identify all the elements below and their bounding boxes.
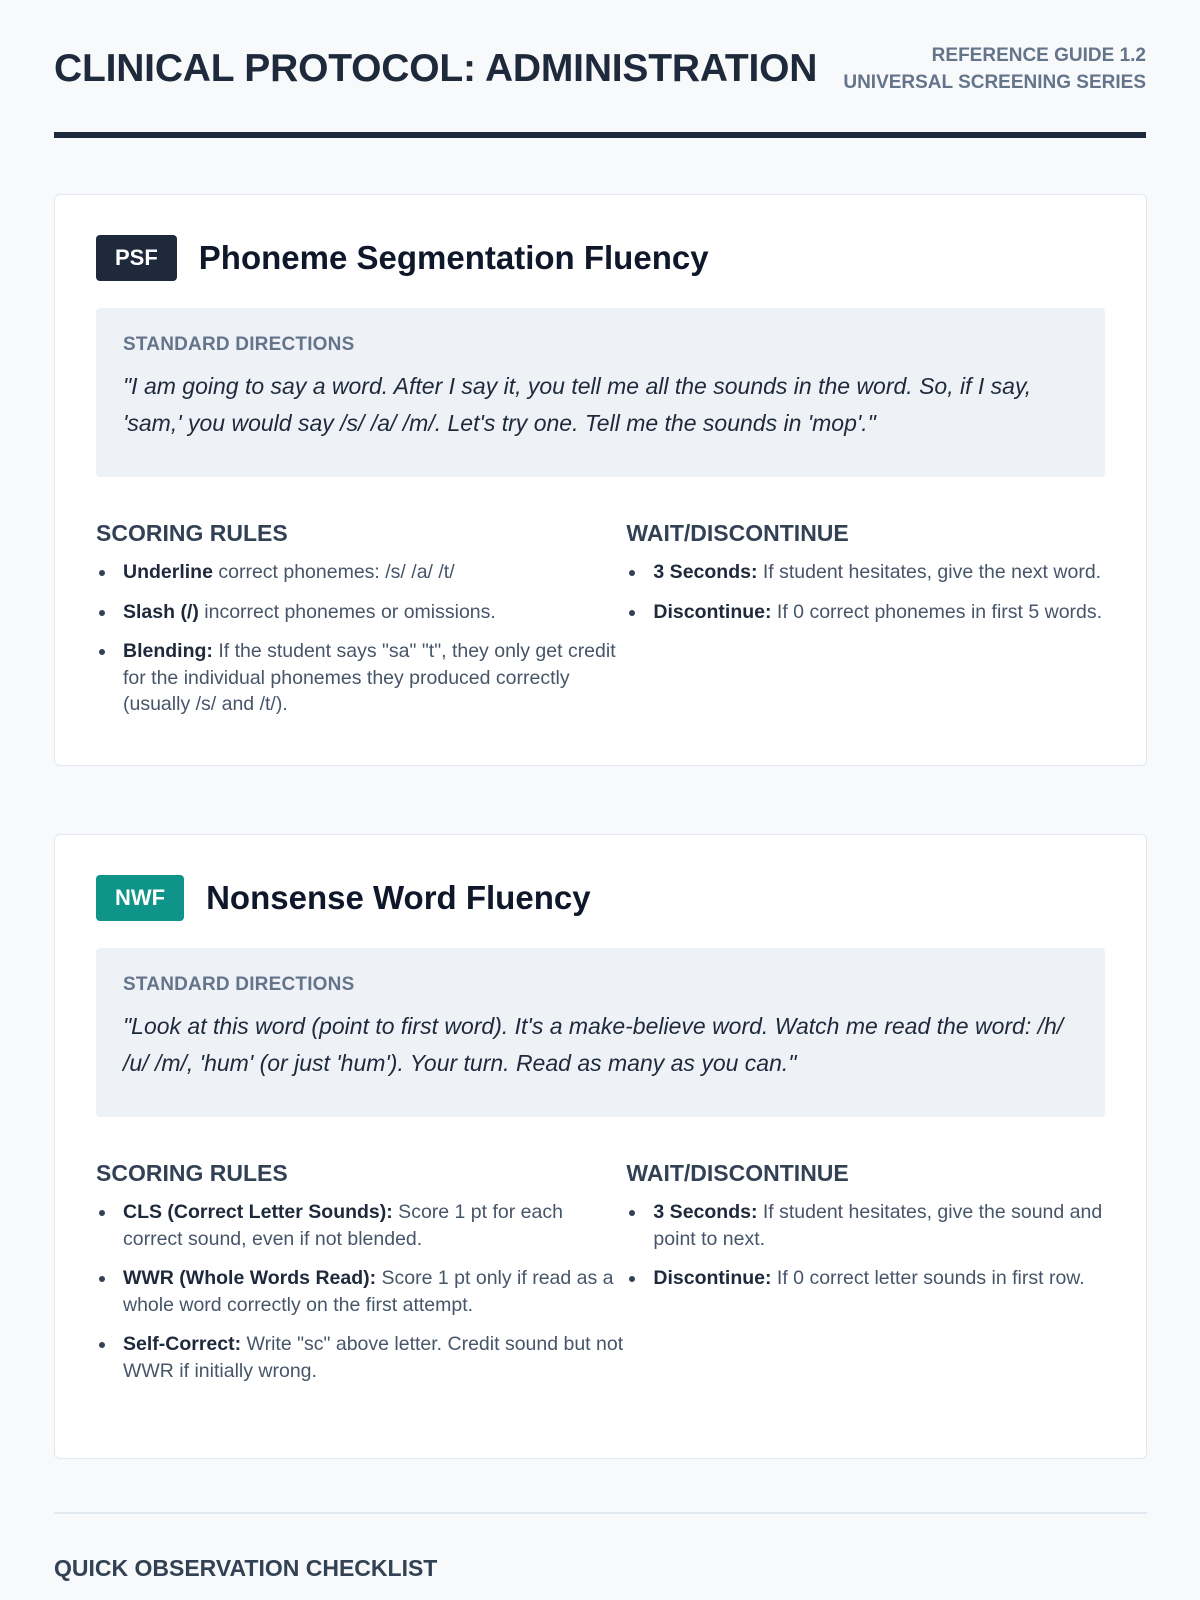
- scoring-rules-heading: SCORING RULES: [96, 1160, 288, 1186]
- list-item: [626, 559, 1105, 586]
- rule-text: Score 1 pt for each correct sound, even if not blended.: [123, 1201, 563, 1250]
- rule-text: If the student says "sa" "t", they only get credit for the individual phonemes they produced correctly (usually /s/ and /t/).: [123, 640, 616, 715]
- scoring-rules-column: [96, 1160, 626, 1397]
- rules-columns: [96, 520, 1105, 731]
- rule-text: Score 1 pt only if read as a whole word correctly on the first attempt.: [123, 1267, 614, 1316]
- rule-text: Write "sc" above letter. Credit sound but not WWR if initially wrong.: [123, 1333, 624, 1382]
- header-meta: [843, 42, 1146, 96]
- rule-term: Discontinue:: [653, 600, 772, 623]
- wait-discontinue-list: [626, 559, 1105, 625]
- psf-badge: PSF: [96, 235, 177, 281]
- wait-discontinue-heading: WAIT/DISCONTINUE: [626, 1160, 849, 1186]
- reference-guide-label: REFERENCE GUIDE 1.2: [931, 45, 1146, 66]
- rule-term: Underline: [123, 561, 213, 583]
- rule-text: If 0 correct letter sounds in first row.: [771, 1267, 1085, 1289]
- wait-discontinue-column: [626, 1160, 1105, 1397]
- list-item: [626, 1199, 1105, 1252]
- series-label: UNIVERSAL SCREENING SERIES: [843, 72, 1146, 93]
- page-title: CLINICAL PROTOCOL: ADMINISTRATION: [54, 47, 818, 90]
- rule-term: 3 Seconds:: [653, 561, 758, 583]
- rule-text: If 0 correct phonemes in first 5 words.: [771, 600, 1103, 623]
- scoring-rules-list: [96, 1199, 626, 1384]
- directions-text: "Look at this word (point to first word). It's a make-believe word. Watch me read the word: /h/ /u/ /m/, 'hum' (or just 'hum'). Your turn. Read as many as you can.": [123, 1013, 1064, 1076]
- scoring-rules-list: [96, 559, 626, 718]
- rule-term: CLS (Correct Letter Sounds):: [123, 1201, 393, 1223]
- nwf-section-card: [54, 834, 1147, 1459]
- directions-label: STANDARD DIRECTIONS: [123, 334, 355, 355]
- wait-discontinue-column: [626, 520, 1105, 731]
- list-item: [96, 1331, 626, 1384]
- list-item: [96, 599, 626, 626]
- rule-text: correct phonemes: /s/ /a/ /t/: [212, 561, 455, 583]
- nwf-badge: NWF: [96, 875, 184, 921]
- list-item: [96, 1265, 626, 1318]
- list-item: [96, 1199, 626, 1252]
- wait-discontinue-list: [626, 1199, 1105, 1292]
- standard-directions-box: [96, 308, 1105, 477]
- rule-term: 3 Seconds:: [653, 1201, 758, 1223]
- rule-text: If student hesitates, give the next word.: [757, 561, 1102, 583]
- directions-text: "I am going to say a word. After I say it, you tell me all the sounds in the word. So, if I say, 'sam,' you would say /s/ /a/ /m/. Let's try one. Tell me the sounds in 'mop'.": [123, 373, 1032, 436]
- section-title: Nonsense Word Fluency: [206, 879, 591, 916]
- scoring-rules-heading: SCORING RULES: [96, 520, 288, 546]
- list-item: [626, 599, 1105, 626]
- list-item: [626, 1265, 1105, 1292]
- rule-text: incorrect phonemes or omissions.: [198, 600, 496, 623]
- section-divider: [54, 1512, 1147, 1514]
- psf-section-card: [54, 194, 1147, 766]
- scoring-rules-column: [96, 520, 626, 731]
- section-title-row: [96, 875, 1105, 921]
- section-title-row: [96, 235, 1105, 281]
- wait-discontinue-heading: WAIT/DISCONTINUE: [626, 520, 849, 546]
- rule-text: If student hesitates, give the sound and point to next.: [653, 1201, 1103, 1250]
- directions-label: STANDARD DIRECTIONS: [123, 974, 355, 995]
- standard-directions-box: [96, 948, 1105, 1117]
- rule-term: Discontinue:: [653, 1267, 772, 1289]
- list-item: [96, 559, 626, 586]
- page-header: [54, 0, 1146, 138]
- rules-columns: [96, 1160, 1105, 1397]
- section-title: Phoneme Segmentation Fluency: [198, 239, 709, 276]
- rule-term: WWR (Whole Words Read):: [123, 1267, 377, 1289]
- rule-term: Self-Correct:: [123, 1333, 242, 1355]
- rule-term: Blending:: [123, 640, 213, 662]
- rule-term: Slash (/): [123, 600, 199, 623]
- checklist-title: QUICK OBSERVATION CHECKLIST: [54, 1555, 438, 1581]
- list-item: [96, 638, 626, 718]
